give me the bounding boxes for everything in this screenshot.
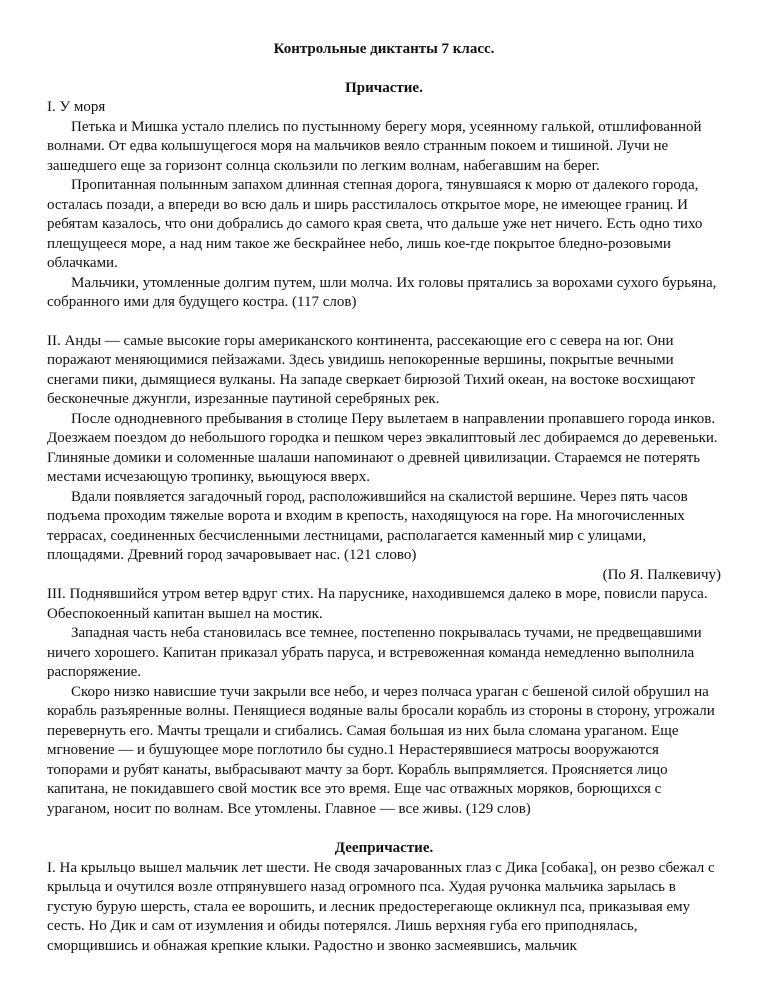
paragraph: Пропитанная полынным запахом длинная степная дорога, тянувшаяся к морю от далекого города, осталась позади, а впереди во всю даль и ширь расстилалось открытое море, не имеющее границ. И ребятам казалось, что они добрались до самого края света, что дальше уже нет ничего. Есть одно тихо плещущееся море, а над ним такое же бескрайнее небо, лишь кое-где покрытое бледно-розовыми облачками. [47,177,703,271]
blank-line [47,313,721,332]
paragraph: III. Поднявшийся утром ветер вдруг стих. На паруснике, находившемся далеко в море, повисли паруса. Обеспокоенный капитан вышел на мостик. [47,586,708,622]
paragraph: Вдали появляется загадочный город, расположившийся на скалистой вершине. Через пять часов подъема проходим тяжелые ворота и входим в крепость, находящуюся на горе. На многочисленных террасах, соединенных бесчисленными лестницами, располагается каменный мир с улицами, площадями. Древний город зачаровывает нас. (121 слово) [47,488,688,563]
paragraph: I. На крыльцо вышел мальчик лет шести. Не сводя зачарованных глаз с Дика [собака], он резво сбежал с крыльца и очутился возле отпрянувшего назад огромного пса. Худая ручонка мальчика зарылась в густую бурую шерсть, стала ее ворошить, и лесник предостерегающе окликнул пса, приказывая ему сесть. Но Дик и сам от изумления и обиды потерялся. Лишь верхняя губа его приподнялась, сморщившись и обнажая крепкие клыки. Радостно и звонко засмеявшись, мальчик [47,859,715,954]
paragraph: II. Анды — самые высокие горы американского континента, рассекающие его с севера на юг. Они поражают меняющимися пейзажами. Здесь увидишь непокоренные вершины, покрытые вечными снегами пики, дымящиеся вулканы. На западе сверкает бирюзой Тихий океан, на востоке восхищают бесконечные джунгли, изрезанные паутиной серебряных рек. [47,332,696,407]
section-heading-gerund: Деепричастие. [334,840,434,856]
document-title: Контрольные диктанты 7 класс. [273,41,495,57]
paragraph: Скоро низко нависшие тучи закрыли все небо, и через полчаса ураган с бешеной силой обрушил на корабль разъяренные волны. Пенящиеся водяные валы бросали корабль из стороны в сторону, угрожали перевернуть его. Мачты трещали и сгибались. Самая большая из них была сломана ураганом. Еще мгновение — и бушующее море поглотило бы судно.1 Нерастерявшиеся матросы вооружаются топорами и рубят канаты, выбрасывают мачту за борт. Корабль выпрямляется. Проясняется лицо капитана, не покидавшего свой мостик все это время. Еще час отважных моряков, борющихся с ураганом, носит по волнам. Все утомлены. Главное — все живы. (129 слов) [47,683,715,817]
paragraph: Мальчики, утомленные долгим путем, шли молча. Их головы прятались за ворохами сухого бурьяна, собранного ими для будущего костра. (117 слов) [47,274,717,310]
attribution: (По Я. Палкевичу) [602,566,721,583]
document-page [47,0,721,956]
paragraph: Западная часть неба становилась все темнее, постепенно покрывалась тучами, не предвещавшими ничего хорошего. Капитан приказал убрать паруса, и встревоженная команда немедленно выполнила распоряжение. [47,625,702,680]
part-label: I. У моря [47,99,106,115]
section-heading-participle: Причастие. [345,79,423,96]
paragraph: После однодневного пребывания в столице Перу вылетаем в направлении пропавшего города инков. Доезжаем поездом до небольшого городка и пешком через эвкалиптовый лес добираемся до деревеньки. Глиняные домики и соломенные шалаши напоминают о древней цивилизации. Стараемся не потерять местами исчезающую тропинку, вьющуюся вверх. [47,410,718,485]
paragraph: Петька и Мишка устало плелись по пустынному берегу моря, усеянному галькой, отшлифованной волнами. От едва колышущегося моря на мальчиков веяло странным покоем и тишиной. Лучи не зашедшего еще за горизонт солнца скользили по легким волнам, набегавшим на берег. [47,118,702,174]
